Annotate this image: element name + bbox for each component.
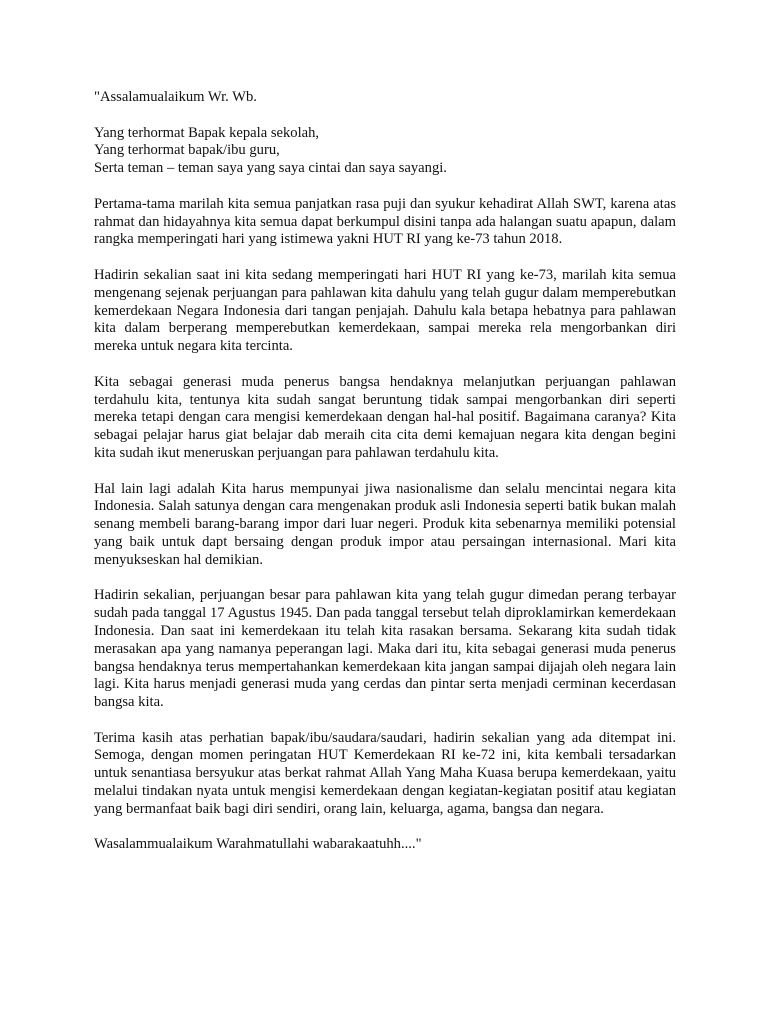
salutation-line: Serta teman – teman saya yang saya cintai dan saya sayangi. (94, 160, 447, 177)
paragraph: Hadirin sekalian saat ini kita sedang memperingati hari HUT RI yang ke-73, marilah kita semua mengenang sejenak perjuangan para pahlawan kita dahulu yang telah gugur dalam memperebutkan kemerdekaan Negara Indonesia dari tangan penjajah. Dahulu kala betapa hebatnya para pahlawan kita dalam berperang memperebutkan kemerdekaan, sampai mereka rela mengorbankan diri mereka untuk negara kita tercinta. (94, 266, 676, 355)
speech-text (94, 89, 676, 854)
salutation-line: Yang terhormat bapak/ibu guru, (94, 142, 280, 159)
closing-greeting: Wasalammualaikum Warahmatullahi wabarakaatuhh...." (94, 836, 422, 853)
paragraph: Terima kasih atas perhatian bapak/ibu/saudara/saudari, hadirin sekalian yang ada ditempat ini. Semoga, dengan momen peringatan HUT Kemerdekaan RI ke-72 ini, kita kembali tersadarkan untuk senantiasa bersyukur atas berkat rahmat Allah Yang Maha Kuasa berupa kemerdekaan, yaitu melalui tindakan nyata untuk mengisi kemerdekaan dengan kegiatan-kegiatan positif atau kegiatan yang bermanfaat baik bagi diri sendiri, orang lain, keluarga, agama, bangsa dan negara. (94, 729, 676, 817)
paragraph: Kita sebagai generasi muda penerus bangsa hendaknya melanjutkan perjuangan pahlawan terdahulu kita, tentunya kita sudah sangat beruntung tidak sampai mengorbankan diri seperti mereka tetapi dengan cara mengisi kemerdekaan dengan hal-hal positif. Bagaimana caranya? Kita sebagai pelajar harus giat belajar dab meraih cita cita demi kemajuan negara kita dengan begini kita sudah ikut meneruskan perjuangan para pahlawan terdahulu kita. (94, 373, 676, 461)
paragraph: Hadirin sekalian, perjuangan besar para pahlawan kita yang telah gugur dimedan perang terbayar sudah pada tanggal 17 Agustus 1945. Dan pada tanggal tersebut telah diproklamirkan kemerdekaan Indonesia. Dan saat ini kemerdekaan itu telah kita rasakan bersama. Sekarang kita sudah tidak merasakan apa yang namanya peperangan lagi. Maka dari itu, kita sebagai generasi muda penerus bangsa hendaknya terus mempertahankan kemerdekaan kita jangan sampai dijajah oleh negara lain lagi. Kita harus menjadi generasi muda yang cerdas dan pintar serta menjadi cerminan kecerdasan bangsa kita. (94, 587, 676, 711)
salutation-block (94, 125, 676, 178)
opening-greeting: "Assalamualaikum Wr. Wb. (94, 89, 257, 105)
paragraph: Hal lain lagi adalah Kita harus mempunyai jiwa nasionalisme dan selalu mencintai negara kita Indonesia. Salah satunya dengan cara mengenakan produk asli Indonesia seperti batik bukan malah senang membeli barang-barang impor dari luar negeri. Produk kita sebenarnya memiliki potensial yang baik untuk dapt bersaing dengan produk impor atau persaingan internasional. Mari kita menyukseskan hal demikian. (94, 480, 676, 568)
salutation-line: Yang terhormat Bapak kepala sekolah, (94, 124, 320, 141)
paragraph: Pertama-tama marilah kita semua panjatkan rasa puji dan syukur kehadirat Allah SWT, karena atas rahmat dan hidayahnya kita semua dapat berkumpul disini tanpa ada halangan suatu apapun, dalam rangka memperingati hari yang istimewa yakni HUT RI yang ke-73 tahun 2018. (94, 195, 676, 248)
